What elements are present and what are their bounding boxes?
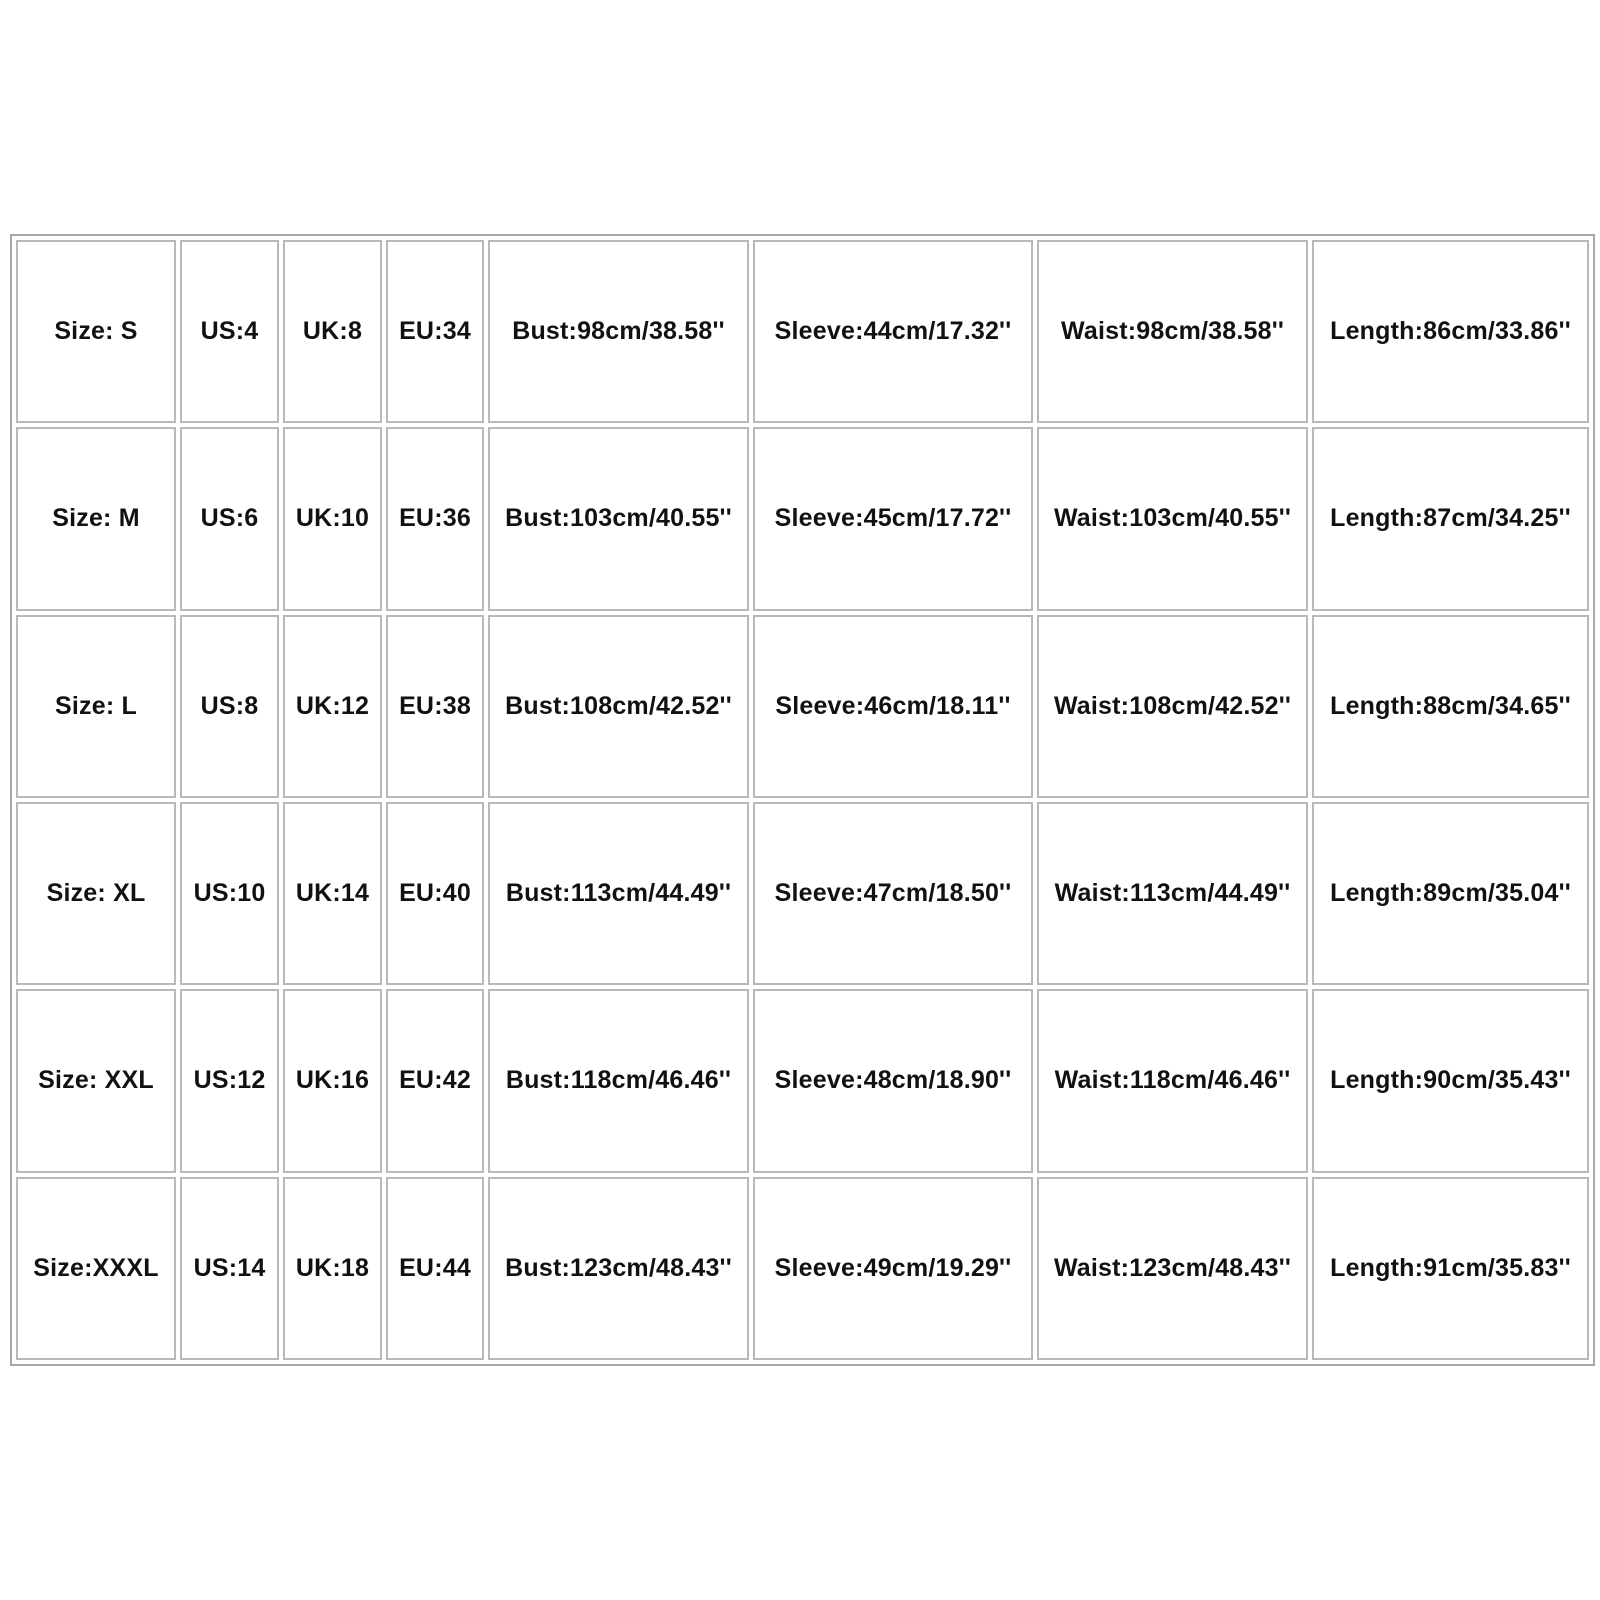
length-cell: Length:86cm/33.86'' xyxy=(1312,240,1589,423)
size-cell: Size: XL xyxy=(16,802,176,985)
length-cell: Length:87cm/34.25'' xyxy=(1312,427,1589,610)
us-size-cell: US:8 xyxy=(180,615,279,798)
us-size-cell: US:4 xyxy=(180,240,279,423)
waist-cell: Waist:103cm/40.55'' xyxy=(1037,427,1308,610)
length-cell: Length:88cm/34.65'' xyxy=(1312,615,1589,798)
uk-size-cell: UK:8 xyxy=(283,240,382,423)
size-cell: Size:XXXL xyxy=(16,1177,176,1360)
eu-size-cell: EU:34 xyxy=(386,240,484,423)
table-row xyxy=(16,1177,1589,1360)
table-row xyxy=(16,240,1589,423)
waist-cell: Waist:98cm/38.58'' xyxy=(1037,240,1308,423)
size-cell: Size: XXL xyxy=(16,989,176,1172)
uk-size-cell: UK:10 xyxy=(283,427,382,610)
size-cell: Size: M xyxy=(16,427,176,610)
bust-cell: Bust:108cm/42.52'' xyxy=(488,615,749,798)
us-size-cell: US:6 xyxy=(180,427,279,610)
uk-size-cell: UK:16 xyxy=(283,989,382,1172)
sleeve-cell: Sleeve:49cm/19.29'' xyxy=(753,1177,1033,1360)
eu-size-cell: EU:36 xyxy=(386,427,484,610)
length-cell: Length:91cm/35.83'' xyxy=(1312,1177,1589,1360)
sleeve-cell: Sleeve:47cm/18.50'' xyxy=(753,802,1033,985)
bust-cell: Bust:123cm/48.43'' xyxy=(488,1177,749,1360)
us-size-cell: US:12 xyxy=(180,989,279,1172)
size-cell: Size: L xyxy=(16,615,176,798)
uk-size-cell: UK:12 xyxy=(283,615,382,798)
sleeve-cell: Sleeve:48cm/18.90'' xyxy=(753,989,1033,1172)
sleeve-cell: Sleeve:45cm/17.72'' xyxy=(753,427,1033,610)
length-cell: Length:90cm/35.43'' xyxy=(1312,989,1589,1172)
bust-cell: Bust:113cm/44.49'' xyxy=(488,802,749,985)
waist-cell: Waist:113cm/44.49'' xyxy=(1037,802,1308,985)
eu-size-cell: EU:42 xyxy=(386,989,484,1172)
bust-cell: Bust:98cm/38.58'' xyxy=(488,240,749,423)
waist-cell: Waist:108cm/42.52'' xyxy=(1037,615,1308,798)
eu-size-cell: EU:38 xyxy=(386,615,484,798)
size-cell: Size: S xyxy=(16,240,176,423)
us-size-cell: US:14 xyxy=(180,1177,279,1360)
waist-cell: Waist:123cm/48.43'' xyxy=(1037,1177,1308,1360)
sleeve-cell: Sleeve:44cm/17.32'' xyxy=(753,240,1033,423)
waist-cell: Waist:118cm/46.46'' xyxy=(1037,989,1308,1172)
table-row xyxy=(16,427,1589,610)
table-row xyxy=(16,802,1589,985)
eu-size-cell: EU:44 xyxy=(386,1177,484,1360)
bust-cell: Bust:103cm/40.55'' xyxy=(488,427,749,610)
table-row xyxy=(16,615,1589,798)
us-size-cell: US:10 xyxy=(180,802,279,985)
table-row xyxy=(16,989,1589,1172)
size-chart-table xyxy=(10,234,1595,1366)
length-cell: Length:89cm/35.04'' xyxy=(1312,802,1589,985)
bust-cell: Bust:118cm/46.46'' xyxy=(488,989,749,1172)
eu-size-cell: EU:40 xyxy=(386,802,484,985)
uk-size-cell: UK:18 xyxy=(283,1177,382,1360)
uk-size-cell: UK:14 xyxy=(283,802,382,985)
sleeve-cell: Sleeve:46cm/18.11'' xyxy=(753,615,1033,798)
